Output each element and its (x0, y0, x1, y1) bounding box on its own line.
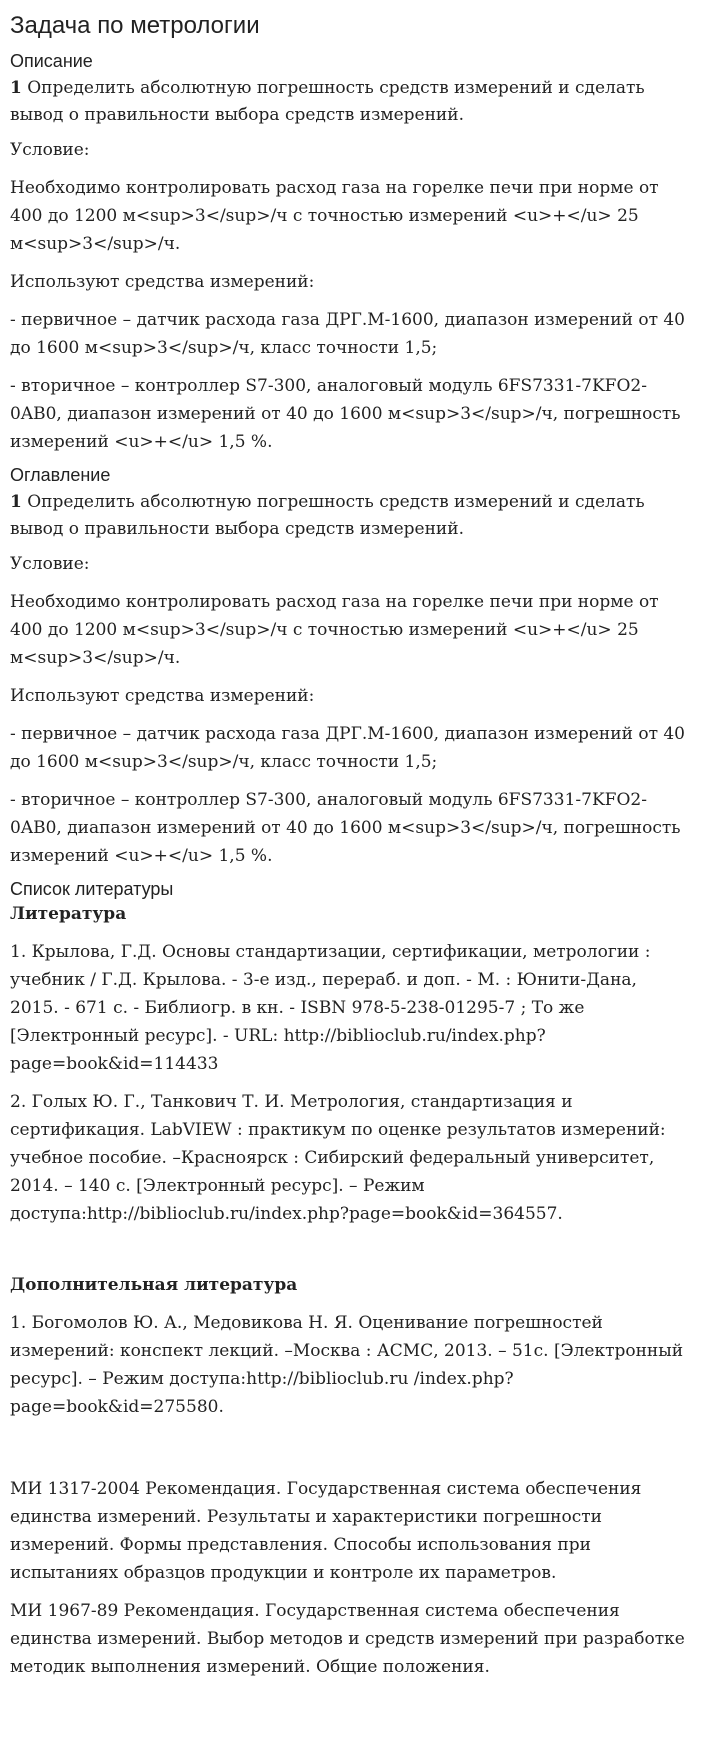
standard-item: МИ 1967-89 Рекомендация. Государственная система обеспечения единства измерений. Выбор методов и средств измерений при разработке методик выполнения измерений. Общие положения. (10, 1601, 685, 1677)
description-paragraph-4: - вторичное – контроллер S7-300, аналоговый модуль 6FS7331-7KFO2-0AB0, диапазон измерений от 40 до 1600 м<sup>3</sup>/ч, погрешность измерений <u>+</u> 1,5 %. (10, 376, 681, 452)
description-paragraph-2: Используют средства измерений: (10, 272, 315, 292)
toc-paragraph-4: - вторичное – контроллер S7-300, аналоговый модуль 6FS7331-7KFO2-0AB0, диапазон измерений от 40 до 1600 м<sup>3</sup>/ч, погрешность измерений <u>+</u> 1,5 %. (10, 790, 681, 866)
page-title: Задача по метрологии (10, 12, 260, 39)
description-paragraph-1: Необходимо контролировать расход газа на горелке печи при норме от 400 до 1200 м<sup>3</sup>/ч с точностью измерений <u>+</u> 25 м<sup>3</sup>/ч. (10, 178, 659, 254)
references-label: Список литературы (10, 879, 174, 899)
toc-task-number: 1 (10, 492, 22, 512)
toc-condition-label: Условие: (10, 554, 90, 574)
toc-task (10, 489, 689, 543)
description-paragraph-3: - первичное – датчик расхода газа ДРГ.М-1600, диапазон измерений от 40 до 1600 м<sup>3</sup>/ч, класс точности 1,5; (10, 310, 686, 358)
description-task-number: 1 (10, 78, 22, 98)
toc-paragraph-3: - первичное – датчик расхода газа ДРГ.М-1600, диапазон измерений от 40 до 1600 м<sup>3</sup>/ч, класс точности 1,5; (10, 724, 686, 772)
description-task (10, 75, 689, 129)
description-condition-label: Условие: (10, 140, 90, 160)
references-main-title: Литература (10, 904, 127, 924)
description-label: Описание (10, 51, 93, 71)
reference-item: 2. Голых Ю. Г., Танкович Т. И. Метрология, стандартизация и сертификация. LabVIEW : практикум по оценке результатов измерений: учебное пособие. –Красноярск : Сибирский федеральный университет, 2014. – 140 с. [Электронный ресурс]. – Режим доступа:http://biblioclub.ru/index.php?page=book&id=364557. (10, 1092, 666, 1224)
reference-item: 1. Крылова, Г.Д. Основы стандартизации, сертификации, метрологии : учебник / Г.Д. Крылова. - 3-е изд., перераб. и доп. - М. : Юнити-Дана, 2015. - 671 с. - Библиогр. в кн. - ISBN 978-5-238-01295-7 ; То же [Электронный ресурс]. - URL: http://biblioclub.ru/index.php?page=book&id=114433 (10, 942, 651, 1074)
reference-extra-item: 1. Богомолов Ю. А., Медовикова Н. Я. Оценивание погрешностей измерений: конспект лекций. –Москва : АСМС, 2013. – 51с. [Электронный ресурс]. – Режим доступа:http://biblioclub.ru /index.php?page=book&id=275580. (10, 1313, 684, 1417)
blank-line (10, 1421, 689, 1465)
toc-label: Оглавление (10, 465, 111, 485)
toc-paragraph-1: Необходимо контролировать расход газа на горелке печи при норме от 400 до 1200 м<sup>3</sup>/ч с точностью измерений <u>+</u> 25 м<sup>3</sup>/ч. (10, 592, 659, 668)
description-task-text: Определить абсолютную погрешность средств измерений и сделать вывод о правильности выбора средств измерений. (10, 78, 645, 125)
toc-task-text: Определить абсолютную погрешность средств измерений и сделать вывод о правильности выбора средств измерений. (10, 492, 645, 539)
standard-item: МИ 1317-2004 Рекомендация. Государственная система обеспечения единства измерений. Результаты и характеристики погрешности измерений. Формы представления. Способы использования при испытаниях образцов продукции и контроле их параметров. (10, 1479, 642, 1583)
toc-paragraph-2: Используют средства измерений: (10, 686, 315, 706)
blank-line (10, 1228, 689, 1272)
references-extra-title: Дополнительная литература (10, 1275, 298, 1295)
